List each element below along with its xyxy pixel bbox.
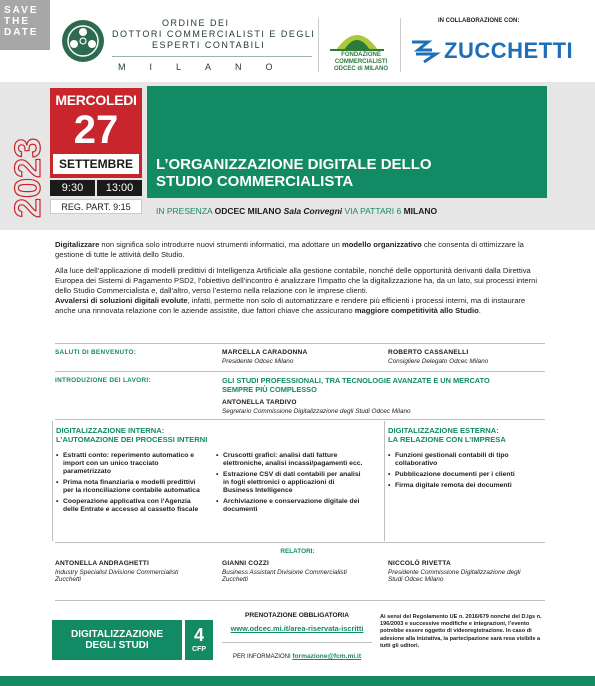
cfp-label: CFP: [192, 646, 206, 653]
venue-name: ODCEC MILANO: [214, 206, 282, 216]
list-item: • Funzioni gestionali contabili di tipo collaborativo: [388, 452, 544, 468]
saluti-speaker-1-role: Presidente Odcec Milano: [222, 358, 294, 365]
event-year-text: 2023: [7, 137, 48, 218]
relatore-1: [55, 560, 215, 583]
registration-time: REG. PART. 9:15: [50, 199, 142, 214]
cfp-number: 4: [193, 625, 204, 645]
intro-text-run: .: [478, 306, 481, 315]
odcec-line-3: ESPERTI CONTABILI: [152, 40, 266, 50]
save-date-line-3: DATE: [4, 27, 39, 38]
intro-text-run: , infatti, permette non solo di automatizzare e rendere più efficienti i processi interni, ma di instaurare anche una rinnovata relazione con le aziende assistite, due fattori chiave che assicurano: [55, 296, 526, 315]
fondazione-line-1: FONDAZIONE: [341, 52, 381, 58]
fondazione-name: [326, 52, 396, 73]
programme-divider: [55, 419, 545, 420]
saluti-speaker-2-role: Consigliere Delegato Odcec Milano: [388, 358, 489, 365]
programme-divider: [55, 371, 545, 372]
intro-bold: modello organizzativo: [342, 240, 422, 249]
saluti-speaker-2-name: ROBERTO CASSANELLI: [388, 349, 469, 356]
relatore-name: GIANNI COZZI: [222, 560, 270, 567]
intro-text-run: che consenta di ottimizzare la gestione di tutte le attività dello Studio.: [55, 240, 524, 259]
odcec-line-1: ORDINE DEI: [162, 18, 230, 28]
programme-divider: [55, 542, 545, 543]
intro-topic-line-1: GLI STUDI PROFESSIONALI, TRA TECNOLOGIE AVANZATE E UN MERCATO: [222, 376, 490, 385]
relatori-label: RELATORI:: [280, 548, 315, 555]
list-item: • Cruscotti grafici: analisi dati fatture elettroniche, analisi incassi/pagamenti ecc.: [216, 452, 366, 468]
intro-paragraph-2: [55, 266, 545, 316]
list-item: • Firma digitale remota dei documenti: [388, 482, 544, 490]
event-venue: [156, 206, 556, 216]
odcec-name: [112, 18, 316, 51]
event-time-end: 13:00: [97, 180, 142, 196]
external-heading: [388, 426, 544, 444]
internal-list-2: [216, 452, 366, 517]
info-label: PER INFORMAZIONI: [232, 654, 291, 660]
info-email-link[interactable]: formazione@fcm.mi.it: [292, 653, 362, 660]
partner-name: ZUCCHETTI: [444, 38, 574, 63]
programme-divider: [55, 343, 545, 344]
intro-text-run: non significa solo introdurre nuovi strumenti informatici, ma adottare un: [99, 240, 343, 249]
external-heading-line-1: DIGITALIZZAZIONE ESTERNA:: [388, 426, 499, 435]
info-contact: [222, 653, 372, 660]
collaboration-label: IN COLLABORAZIONE CON:: [438, 18, 520, 24]
intro-topic-line-2: SEMPRE PIÙ COMPLESSO: [222, 384, 317, 394]
relatore-role: Presidente Commissione Digitalizzazione degli: [388, 569, 521, 576]
venue-address: VIA PATTARI 6: [344, 206, 402, 216]
intro-bold: Avvalersi di soluzioni digitali evolute: [55, 296, 188, 305]
zucchetti-logo-icon: [410, 36, 438, 64]
fondazione-line-3: ODCEC di MILANO: [334, 66, 388, 72]
event-year: [7, 90, 48, 220]
intro-bold: Digitalizzare: [55, 240, 100, 249]
commission-badge: [52, 620, 182, 660]
list-item: • Pubblicazione documenti per i clienti: [388, 471, 544, 479]
odcec-city: MILANO: [118, 62, 297, 72]
bottom-bar: [0, 676, 595, 686]
event-time-start: 9:30: [50, 180, 95, 196]
event-weekday: MERCOLEDI: [55, 92, 137, 108]
odcec-line-2: DOTTORI COMMERCIALISTI E DEGLI: [112, 29, 316, 39]
intro-text-run: Alla luce dell’applicazione di modelli predittivi di Intelligenza Artificiale alla gestione contabile, nonché delle opportunità derivanti dalla Direttiva Europea dei Sistemi di Pagamento PSD2, l’obiettivo dell’incontro è analizzare l’impatto che la digitalizzazione ha, da un lato, sui processi interni dello Studio Commercialista e, dall’altro, verso l’esterno nella relazione con le imprese clienti.: [55, 266, 538, 295]
event-month: SETTEMBRE: [53, 154, 139, 174]
relatore-name: ANTONELLA ANDRAGHETTI: [55, 560, 150, 567]
intro-speaker-name: ANTONELLA TARDIVO: [222, 399, 297, 406]
privacy-notice: Ai sensi del Regolamento UE n. 2016/679 nonché del D.lgs n. 196/2003 e successive modifiche e integrazioni, l’evento potrebbe essere oggetto di videoregistrazione. In caso di adesione alla iniziativa, la partecipazione sarà resa visibile a tutti gli uditori.: [380, 614, 542, 649]
venue-city: MILANO: [403, 206, 438, 216]
event-times: [50, 180, 142, 196]
venue-room: Sala Convegni: [283, 206, 343, 216]
relatore-role: Business Assistant Divisione Commercialisti: [222, 569, 347, 576]
intro-speaker-role: Segretario Commissione Digitalizzazione degli Studi Odcec Milano: [222, 408, 411, 415]
save-the-date-badge: [0, 0, 50, 50]
fondazione-line-2: COMMERCIALISTI: [334, 59, 388, 65]
fondazione-logo-icon: [326, 20, 388, 52]
cfp-badge: [185, 620, 213, 660]
list-item: • Estrazione CSV di dati contabili per analisi in fogli elettronici o applicazioni di Business Intelligence: [216, 471, 366, 495]
intro-bold: maggiore competitività allo Studio: [354, 306, 479, 315]
saluti-label: SALUTI DI BENVENUTO:: [55, 349, 137, 356]
relatore-company: Zucchetti: [55, 576, 81, 583]
header-separator: [318, 18, 319, 72]
intro-paragraph-1: [55, 240, 545, 260]
event-date-box: [50, 88, 142, 178]
footer-divider: [222, 642, 372, 643]
event-title: [156, 156, 536, 190]
header-separator-2: [400, 18, 401, 72]
save-date-line-1: SAVE: [4, 5, 39, 16]
relatore-2: [222, 560, 382, 583]
saluti-speaker-1-name: MARCELLA CARADONNA: [222, 349, 308, 356]
event-title-line-2: STUDIO COMMERCIALISTA: [156, 173, 354, 190]
internal-heading-line-2: L’AUTOMAZIONE DEI PROCESSI INTERNI: [56, 435, 208, 444]
intro-topic: [222, 377, 542, 394]
list-item: • Archiviazione e conservazione digitale dei documenti: [216, 498, 366, 514]
relatore-company: Studi Odcec Milano: [388, 576, 444, 583]
event-title-line-1: L’ORGANIZZAZIONE DIGITALE DELLO: [156, 156, 432, 173]
save-date-line-2: THE: [4, 16, 30, 27]
intro-text: [55, 240, 545, 322]
commission-line-2: DEGLI STUDI: [85, 640, 149, 651]
list-item: • Prima nota finanziaria e modelli predittivi per la riconciliazione contabile automatica: [56, 479, 206, 495]
external-list: [388, 452, 544, 493]
internal-heading: [56, 426, 356, 444]
list-item: • Estratti conto: reperimento automatico e import con un unico tracciato parametrizzato: [56, 452, 206, 476]
odcec-divider: [112, 56, 312, 57]
relatore-role: Industry Specialist Divisione Commercialisti: [55, 569, 179, 576]
internal-heading-line-1: DIGITALIZZAZIONE INTERNA:: [56, 426, 165, 435]
event-day: 27: [73, 108, 119, 152]
relatore-name: NICCOLÒ RIVETTA: [388, 560, 451, 567]
list-item: • Cooperazione applicativa con l’Agenzia delle Entrate e accesso al cassetto fiscale: [56, 498, 206, 514]
odcec-logo-icon: [60, 18, 106, 64]
relatore-company: Zucchetti: [222, 576, 248, 583]
booking-label: PRENOTAZIONE OBBLIGATORIA: [244, 612, 350, 619]
venue-prefix: IN PRESENZA: [156, 206, 213, 216]
intro-label: INTRODUZIONE DEI LAVORI:: [55, 377, 151, 384]
external-heading-line-2: LA RELAZIONE CON L’IMPRESA: [388, 435, 506, 444]
programme-divider: [55, 600, 545, 601]
internal-list-1: [56, 452, 206, 517]
booking-link[interactable]: www.odcec.mi.it/area-riservata-iscritti: [230, 624, 364, 633]
relatore-3: [388, 560, 548, 583]
commission-line-1: DIGITALIZZAZIONE: [70, 629, 164, 640]
